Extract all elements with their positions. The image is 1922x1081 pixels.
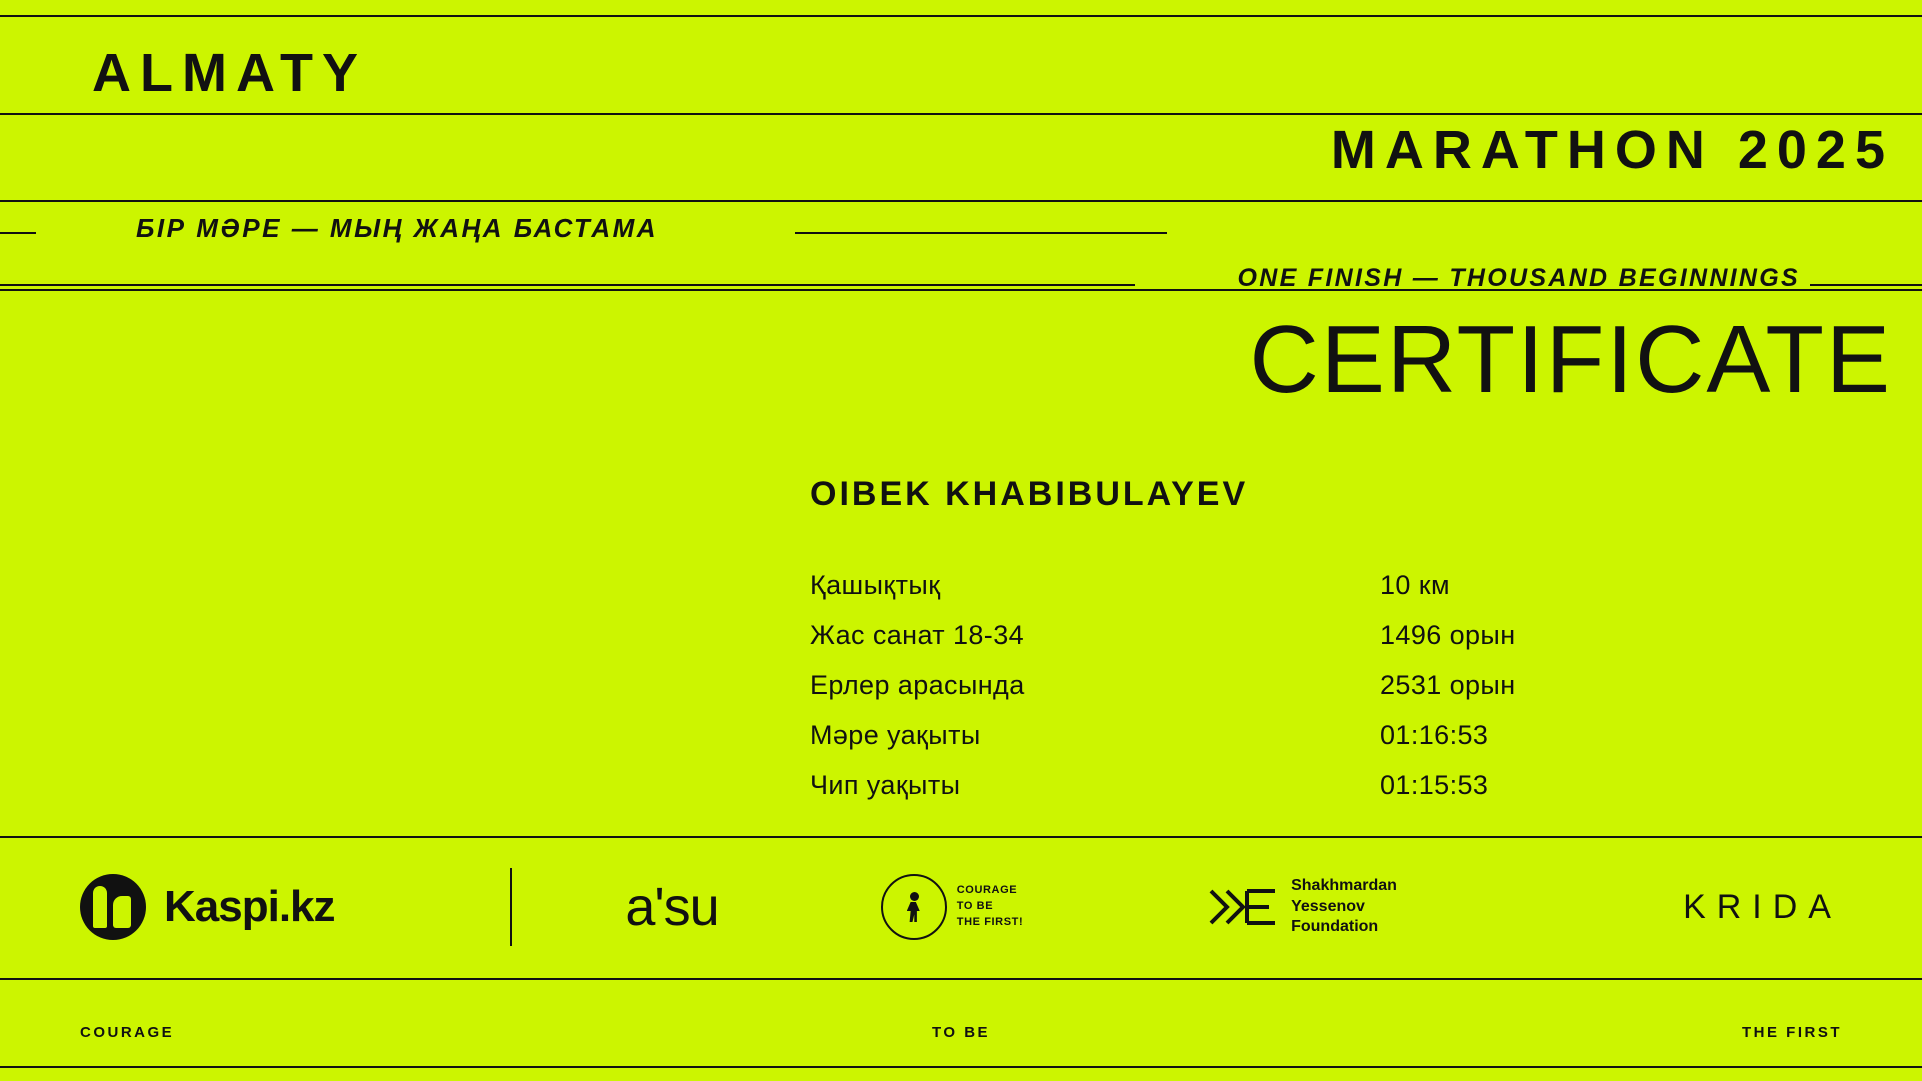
result-value: 10 км (1380, 570, 1450, 600)
result-value: 1496 орын (1380, 620, 1516, 650)
slogan-english: ONE FINISH — THOUSAND BEGINNINGS (1237, 264, 1800, 292)
sponsor-shakhmardan-yessenov-foundation (1112, 836, 1492, 978)
page-title: CERTIFICATE (1249, 306, 1892, 413)
result-label: Мәре уақыты (810, 720, 981, 750)
sponsor-bar (0, 836, 1922, 978)
yessenov-monogram-icon (1207, 885, 1279, 929)
slogan-en-rule-right (1810, 284, 1922, 286)
syf-wordmark (1291, 876, 1397, 938)
results-table (810, 570, 1610, 820)
syf-line-1: Shakhmardan (1291, 876, 1397, 894)
sponsor-courage-to-be-the-first (792, 836, 1112, 978)
table-row (810, 720, 1610, 770)
ctbf-line-2: TO BE (956, 900, 994, 913)
result-value: 01:15:53 (1380, 770, 1489, 800)
sponsor-asu (552, 836, 792, 978)
sponsor-kaspi (0, 836, 510, 978)
divider-line-under-almaty (0, 113, 1922, 115)
corporate-fund-badge-icon (881, 874, 947, 940)
krida-wordmark: KRIDA (1683, 887, 1842, 926)
city-title: ALMATY (92, 43, 367, 103)
slogan-kz-rule-left (0, 232, 36, 234)
syf-line-2: Yessenov (1291, 897, 1365, 915)
ctbf-lockup (881, 874, 1024, 940)
result-label: Ерлер арасында (810, 670, 1025, 700)
slogan-kz-rule-right (795, 232, 1167, 234)
athlete-name: OIBEK KHABIBULAYEV (810, 475, 1249, 513)
table-row (810, 570, 1610, 620)
divider-line-bottom (0, 1066, 1922, 1068)
ctbf-wordmark (957, 883, 1024, 931)
result-value: 01:16:53 (1380, 720, 1489, 750)
ctbf-line-3: THE FIRST! (956, 915, 1024, 928)
result-value: 2531 орын (1380, 670, 1516, 700)
ctbf-line-1: COURAGE (956, 884, 1018, 897)
result-label: Чип уақыты (810, 770, 961, 800)
table-row (810, 670, 1610, 720)
kaspi-logo-icon (80, 874, 146, 940)
footer-right-text: THE FIRST (1742, 1023, 1842, 1041)
table-row (810, 620, 1610, 670)
divider-line-below-sponsors (0, 978, 1922, 980)
table-row (810, 770, 1610, 820)
asu-wordmark: aʹsu (625, 877, 719, 937)
event-title: MARATHON 2025 (1330, 120, 1894, 180)
footer-bar (0, 1020, 1922, 1044)
syf-line-3: Foundation (1291, 918, 1379, 936)
footer-center-text: TO BE (931, 1023, 991, 1041)
kaspi-wordmark: Kaspi.kz (164, 882, 335, 931)
result-label: Қашықтық (810, 570, 941, 600)
divider-line-under-marathon (0, 200, 1922, 202)
slogan-en-rule-left (0, 284, 1135, 286)
syf-lockup (1207, 876, 1397, 938)
result-label: Жас санат 18-34 (810, 620, 1025, 650)
sponsor-divider (510, 868, 512, 946)
divider-line-top (0, 15, 1922, 17)
sponsor-krida (1492, 836, 1922, 978)
footer-left-text: COURAGE (80, 1023, 175, 1041)
slogan-kazakh: БІР МӘРЕ — МЫҢ ЖАҢА БАСТАМА (136, 213, 659, 243)
